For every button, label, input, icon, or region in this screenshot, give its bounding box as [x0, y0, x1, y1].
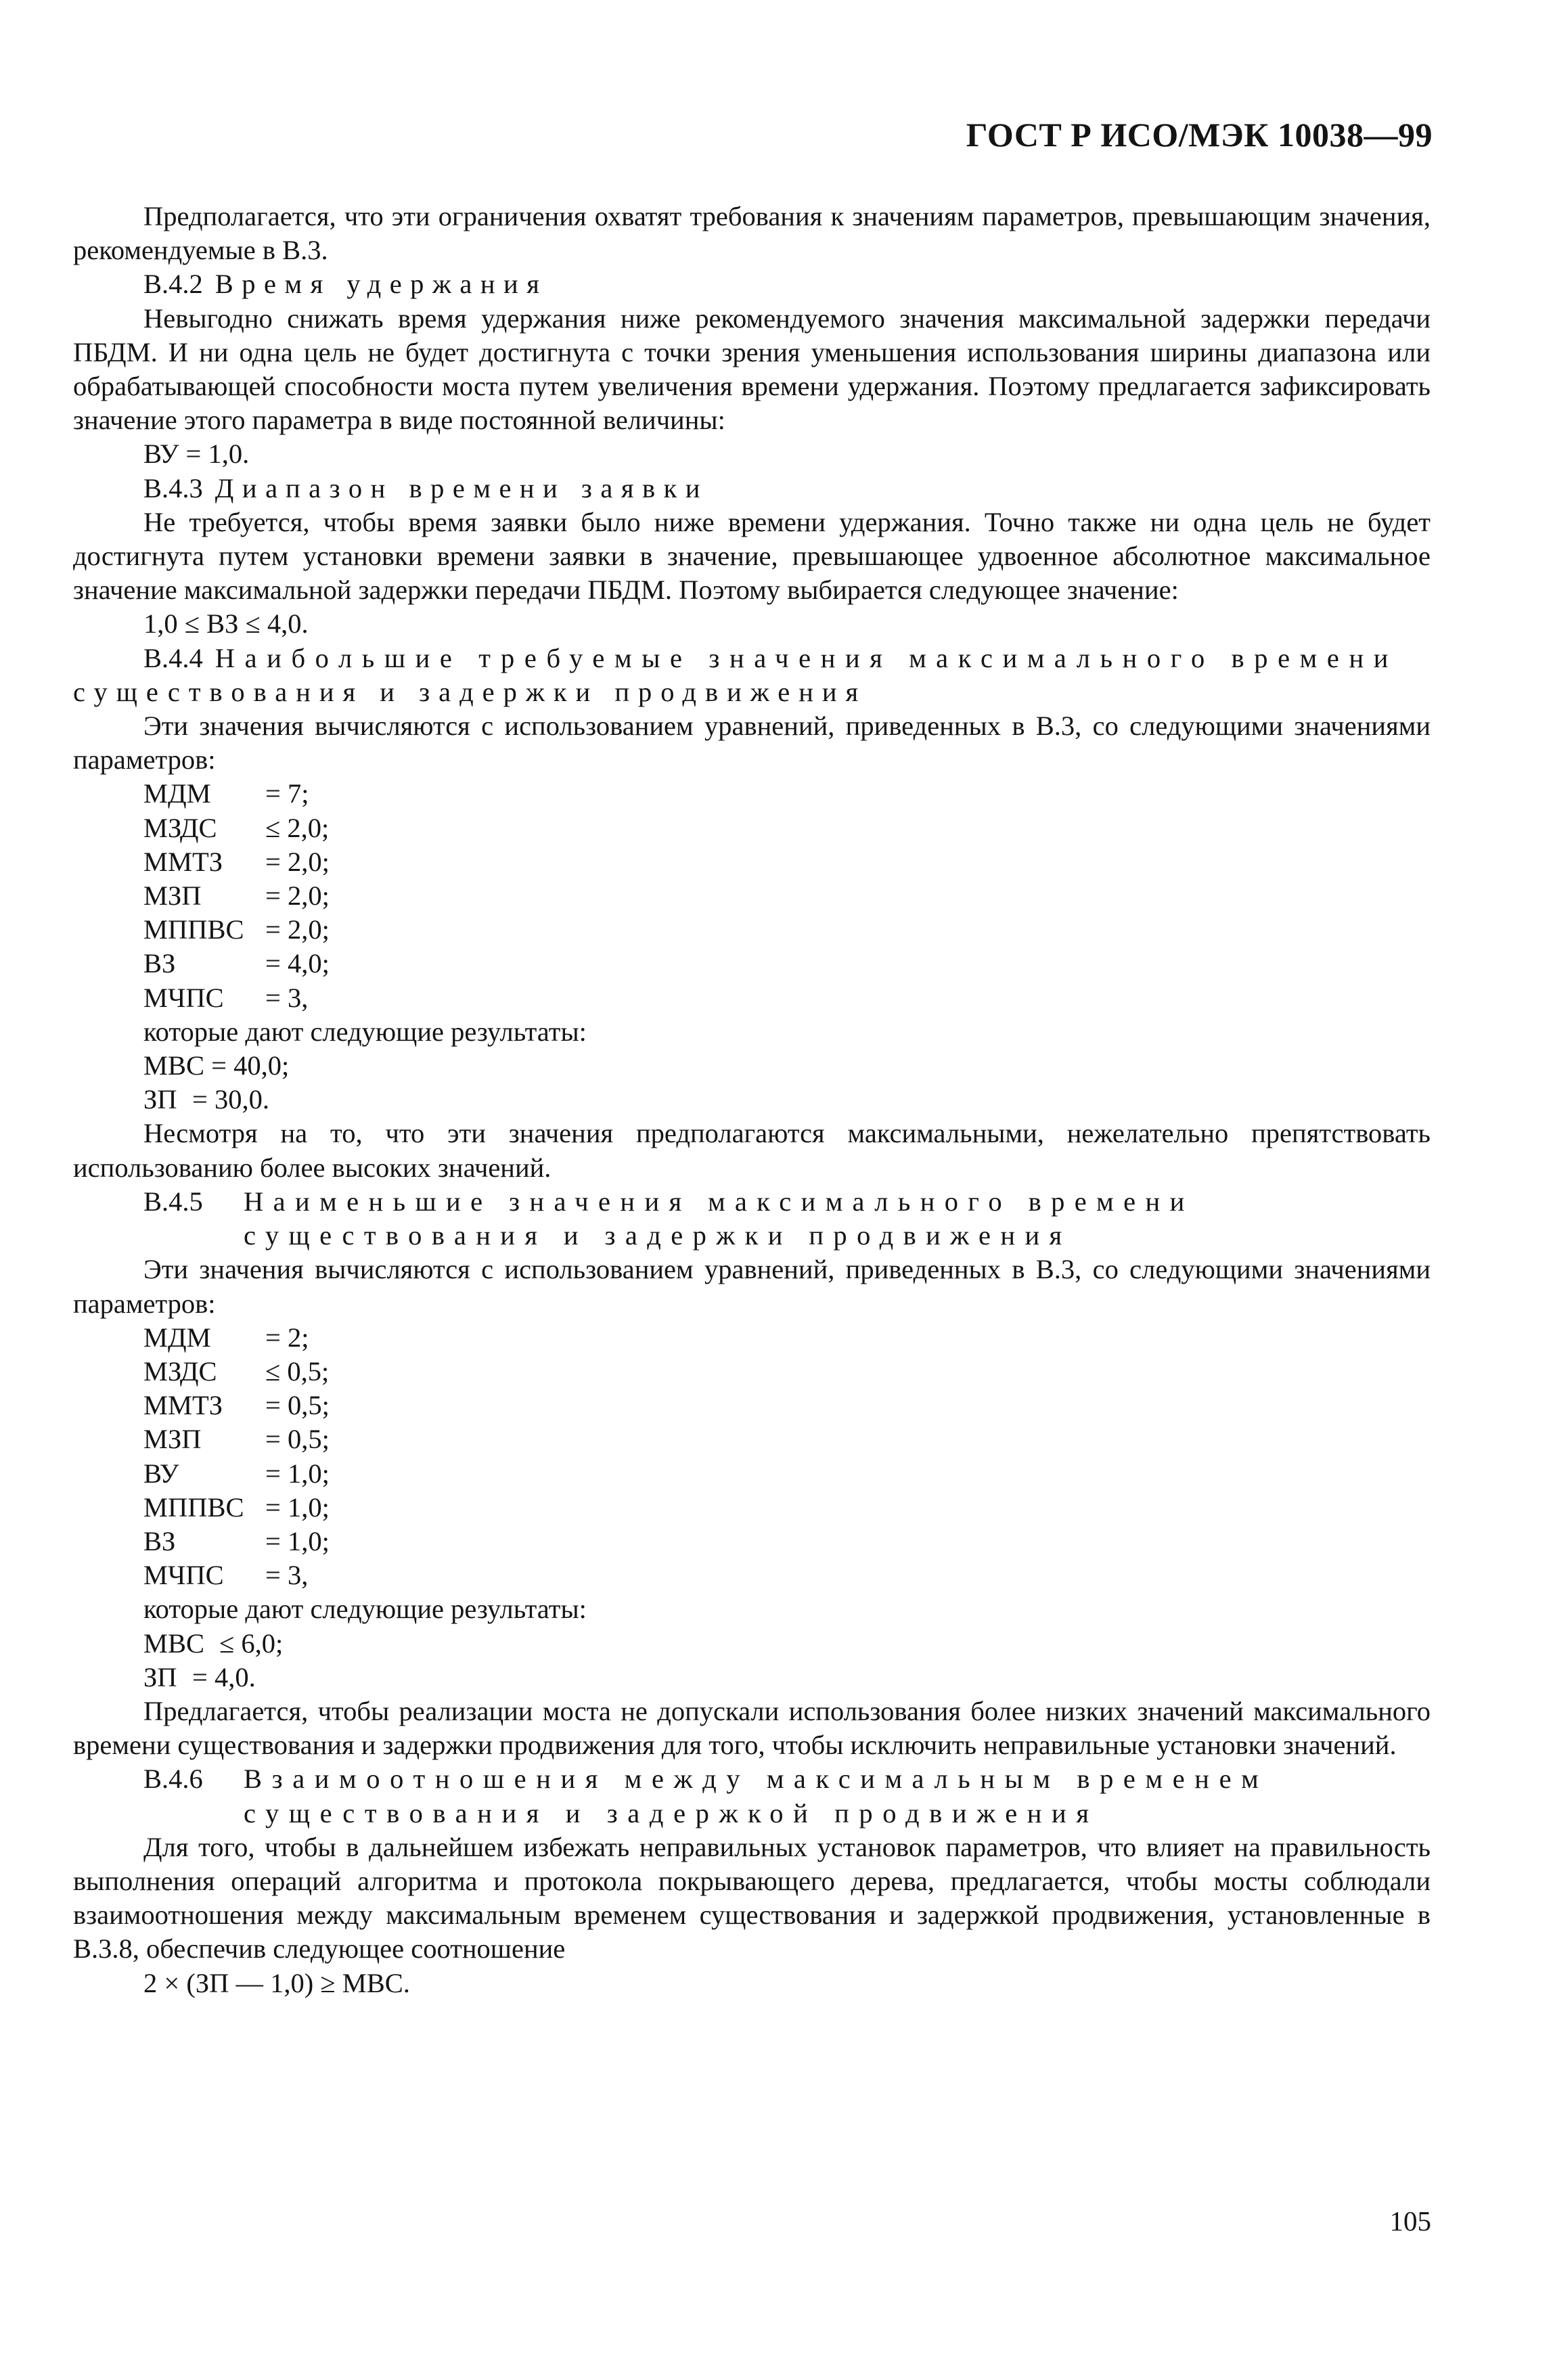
formula: 1,0 ≤ ВЗ ≤ 4,0. [143, 608, 309, 639]
parameter-row [73, 1321, 1431, 1355]
formula: ВУ = 1,0. [143, 439, 250, 470]
parameter-row [73, 811, 1431, 845]
parameter-value: = 0,5; [265, 1390, 330, 1421]
parameter-list-min [73, 1321, 1431, 1593]
result-row [73, 1049, 1431, 1083]
result-value: = 4,0. [192, 1661, 256, 1692]
parameter-name: ВЗ [143, 1525, 176, 1556]
parameter-row [73, 845, 1431, 879]
result-name: ЗП [143, 1661, 177, 1692]
document-code-header: ГОСТ Р ИСО/МЭК 10038—99 [966, 116, 1433, 154]
document-body [73, 200, 1431, 2000]
result-name: МВС [143, 1050, 205, 1081]
section-title: Время удержания [215, 269, 548, 300]
parameter-list-max [73, 777, 1431, 1014]
parameter-value: = 2,0; [265, 880, 330, 912]
section-closing-paragraph: Несмотря на то, что эти значения предполагаются максимальными, нежелательно препятствовать использованию более высоких значений. [73, 1118, 1431, 1183]
parameter-row [73, 1389, 1431, 1422]
parameter-name: МЗП [143, 1424, 202, 1455]
page-number: 105 [1389, 2205, 1431, 2237]
parameter-row [73, 1525, 1431, 1558]
parameter-name: МЗДС [143, 812, 217, 843]
parameter-row [73, 879, 1431, 913]
parameter-value: = 0,5; [265, 1424, 330, 1455]
parameter-row [73, 947, 1431, 981]
section-title: Наименьшие значения максимального времени существования и задержки продвижения [244, 1186, 1194, 1251]
parameter-name: МЗП [143, 880, 202, 912]
parameter-row [73, 981, 1431, 1015]
section-closing-paragraph: Предлагается, чтобы реализации моста не допускали использования более низких значений максимального времени существования и задержки продвижения для того, чтобы исключить неправильные установки значений. [73, 1695, 1431, 1761]
section-number: В.4.3 [143, 472, 203, 503]
result-name: ЗП [143, 1084, 177, 1115]
section-heading-b42 [73, 267, 1431, 301]
section-title: Диапазон времени заявки [215, 472, 708, 503]
parameter-name: МППВС [143, 1491, 244, 1523]
section-number: В.4.2 [143, 269, 203, 300]
parameter-value: = 2,0; [265, 846, 330, 877]
parameter-name: ВУ [143, 1458, 179, 1489]
parameter-name: МЧПС [143, 982, 224, 1013]
section-heading-b45 [73, 1185, 1431, 1253]
parameter-row [73, 1422, 1431, 1456]
intro-paragraph: Предполагается, что эти ограничения охватят требования к значениям параметров, превышающим значения, рекомендуемые в В.3. [73, 201, 1431, 266]
parameter-value: = 3, [265, 982, 309, 1013]
results-label: которые дают следующие результаты: [143, 1594, 587, 1625]
parameter-value: = 1,0; [265, 1525, 330, 1556]
parameter-row [73, 1491, 1431, 1525]
section-heading-b43 [73, 472, 1431, 506]
parameter-name: МЗДС [143, 1355, 217, 1387]
result-row [73, 1627, 1431, 1661]
result-value: = 30,0. [192, 1084, 269, 1115]
result-row [73, 1083, 1431, 1117]
section-paragraph: Эти значения вычисляются с использованием уравнений, приведенных в В.3, со следующими значениями параметров: [73, 711, 1431, 776]
parameter-value: = 7; [265, 778, 309, 809]
parameter-name: ММТЗ [143, 846, 223, 877]
parameter-value: = 4,0; [265, 948, 330, 979]
section-number: В.4.6 [143, 1764, 203, 1795]
section-title-line1: Наибольшие требуемые значения максимального времени [215, 642, 1399, 673]
parameter-value: = 2; [265, 1322, 309, 1353]
parameter-value: = 1,0; [265, 1491, 330, 1523]
parameter-name: ВЗ [143, 948, 176, 979]
results-list-max [73, 1049, 1431, 1117]
parameter-value: ≤ 2,0; [265, 812, 330, 843]
results-list-min [73, 1627, 1431, 1694]
section-title-continuation [73, 675, 1431, 709]
parameter-row [73, 1355, 1431, 1389]
result-value: ≤ 6,0; [219, 1627, 284, 1659]
results-label: которые дают следующие результаты: [143, 1016, 587, 1047]
section-heading-b44 [73, 642, 1431, 675]
parameter-value: ≤ 0,5; [265, 1355, 330, 1387]
result-value: = 40,0; [211, 1050, 290, 1081]
result-row [73, 1661, 1431, 1694]
parameter-name: МЧПС [143, 1560, 224, 1591]
section-heading-b46 [73, 1762, 1431, 1830]
parameter-value: = 1,0; [265, 1458, 330, 1489]
section-paragraph: Для того, чтобы в дальнейшем избежать неправильных установок параметров, что влияет на правильность выполнения операций алгоритма и протокола покрывающего дерева, предлагается, чтобы мосты соблюдали взаимоотношения между максимальным временем существования и задержкой продвижения, установленные в В.3.8, обеспечив следующее соотношение [73, 1831, 1431, 1964]
parameter-row [73, 777, 1431, 811]
section-paragraph: Невыгодно снижать время удержания ниже рекомендуемого значения максимальной задержки передачи ПБДМ. И ни одна цель не будет достигнута с точки зрения уменьшения использования ширины диапазона или обрабатывающей способности моста путем увеличения времени удержания. Поэтому предлагается зафиксировать значение этого параметра в виде постоянной величины: [73, 302, 1431, 436]
section-title: Взаимоотношения между максимальным временем существования и задержкой продвижения [244, 1764, 1269, 1828]
section-number: В.4.5 [143, 1186, 203, 1217]
result-name: МВС [143, 1627, 205, 1659]
parameter-value: = 2,0; [265, 914, 330, 945]
parameter-name: МППВС [143, 914, 244, 945]
section-title-line2: существования и задержки продвижения [73, 676, 868, 707]
section-number: В.4.4 [143, 642, 203, 673]
parameter-row [73, 913, 1431, 947]
formula: 2 × (ЗП — 1,0) ≥ МВС. [143, 1967, 410, 1998]
parameter-name: МДМ [143, 1322, 211, 1353]
parameter-row [73, 1457, 1431, 1491]
parameter-name: МДМ [143, 778, 211, 809]
parameter-value: = 3, [265, 1560, 309, 1591]
parameter-name: ММТЗ [143, 1390, 223, 1421]
parameter-row [73, 1558, 1431, 1592]
section-paragraph: Эти значения вычисляются с использованием уравнений, приведенных в В.3, со следующими значениями параметров: [73, 1254, 1431, 1319]
section-paragraph: Не требуется, чтобы время заявки было ниже времени удержания. Точно также ни одна цель не будет достигнута путем установки времени заявки в значение, превышающее удвоенное абсолютное максимальное значение максимальной задержки передачи ПБДМ. Поэтому выбирается следующее значение: [73, 506, 1431, 606]
